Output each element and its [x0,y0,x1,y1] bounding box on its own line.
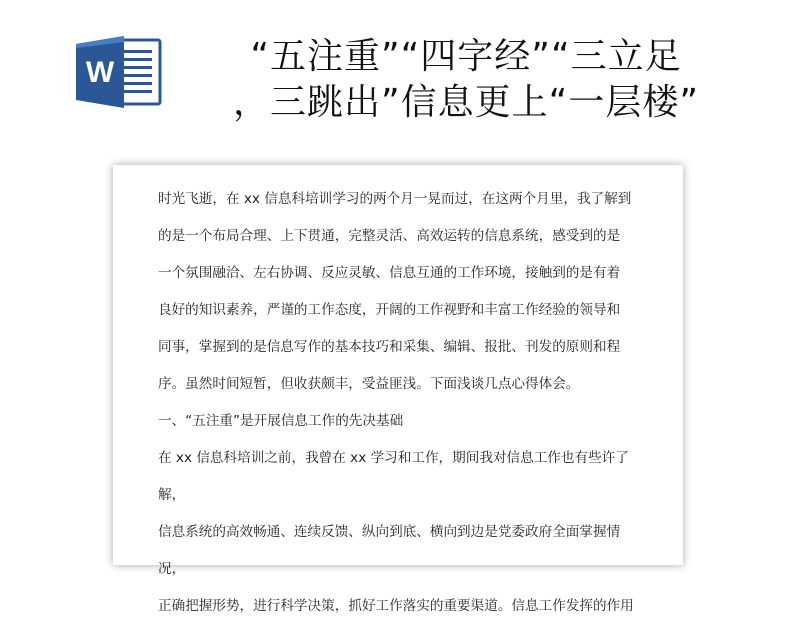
body-line: 一个氛围融洽、左右协调、反应灵敏、信息互通的工作环境，接触到的是有着 [158,265,621,281]
body-line: 时光飞逝，在 xx 信息科培训学习的两个月一晃而过，在这两个月里，我了解到 [158,191,632,207]
body-line: 信息系统的高效畅通、连续反馈、纵向到底、横向到边是党委政府全面掌握情况， [158,524,621,577]
section-heading: 一、“五注重”是开展信息工作的先决基础 [158,413,404,429]
body-line: 的是一个布局合理、上下贯通，完整灵活、高效运转的信息系统，感受到的是 [158,228,621,244]
body-line: 同事，掌握到的是信息写作的基本技巧和采集、编辑、报批、刊发的原则和程 [158,339,621,355]
document-page [113,165,683,614]
body-line: 正确把握形势，进行科学决策，抓好工作落实的重要渠道。信息工作发挥的作用 [158,598,634,614]
title-line: “五注重”“四字经”“三立足 [250,36,682,77]
body-line: 序。虽然时间短暂，但收获颇丰，受益匪浅。下面浅谈几点心得体会。 [158,376,580,392]
body-line: 在 xx 信息科培训之前，我曾在 xx 学习和工作，期间我对信息工作也有些许了解， [158,450,629,503]
document-body [158,181,643,625]
body-line: 良好的知识素养，严谨的工作态度，开阔的工作视野和丰富工作经验的领导和 [158,302,621,318]
word-document-icon [72,30,168,114]
header-banner [0,0,800,150]
title-line: ，三跳出”信息更上“一层楼” [233,82,699,123]
word-icon-letter: W [85,56,115,89]
document-title [186,34,746,126]
